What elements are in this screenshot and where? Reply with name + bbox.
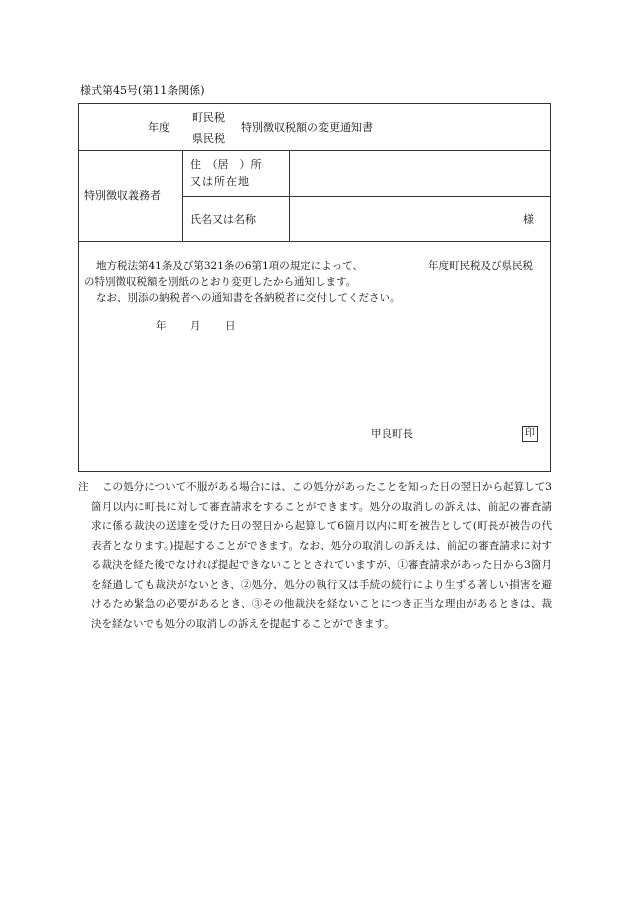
town-tax-label: 町民税	[192, 111, 225, 124]
date-year: 年	[156, 320, 167, 332]
name-label: 氏名又は名称	[190, 213, 256, 226]
body-line2: の特別徴収税額を別紙のとおり変更したから通知します。	[84, 276, 357, 288]
form-number-label: 様式第45号(第11条関係)	[80, 84, 205, 97]
body-line3: なお、別添の納税者への通知書を各納税者に交付してください。	[96, 292, 401, 304]
col-divider-value	[289, 150, 290, 241]
prefecture-tax-label: 県民税	[192, 132, 225, 145]
body-line1-end: 年度町民税及び県民税	[428, 260, 533, 272]
obligor-label: 特別徴収義務者	[84, 189, 161, 202]
document-title: 特別徴収税額の変更通知書	[241, 121, 373, 134]
address-label-line1: 住 （居 ）所	[190, 158, 262, 171]
col-divider-label	[182, 150, 183, 241]
note-mark: 注	[78, 481, 89, 493]
row-divider-obligor	[78, 241, 551, 242]
date-day: 日	[225, 320, 236, 332]
address-label-line2: 又は所在地	[190, 175, 250, 188]
honorific-sama: 様	[523, 213, 534, 226]
objection-note	[78, 478, 552, 634]
seal-stamp-mark: 印	[522, 426, 538, 442]
note-text: この処分について不服がある場合には、この処分があったことを知った日の翌日から起算して3箇月以内に町長に対して審査請求をすることができます。処分の取消しの訴えは、前記の審査請求に係る裁決の送達を受けた日の翌日から起算して6箇月以内に町を被告として(町長が被告の代表者となります。)提起することができます。なお、処分の取消しの訴えは、前記の審査請求に対する裁決を経た後でなければ提起できないこととされていますが、①審査請求があった日から3箇月を経過しても裁決がないとき、②処分、処分の執行又は手続の続行により生ずる著しい損害を避けるため緊急の必要があるとき、③その他裁決を経ないことにつき正当な理由があるときは、裁決を経ないでも処分の取消しの訴えを提起することができます。	[91, 481, 552, 630]
fiscal-year-label: 年度	[148, 121, 170, 134]
row-divider-header	[78, 150, 551, 151]
address-value-field[interactable]	[298, 168, 543, 182]
date-month: 月	[190, 320, 201, 332]
row-divider-address	[182, 196, 551, 197]
issuer-name: 甲良町長	[371, 428, 413, 440]
body-line1-start: 地方税法第41条及び第321条の6第1項の規定によって、	[96, 260, 364, 272]
